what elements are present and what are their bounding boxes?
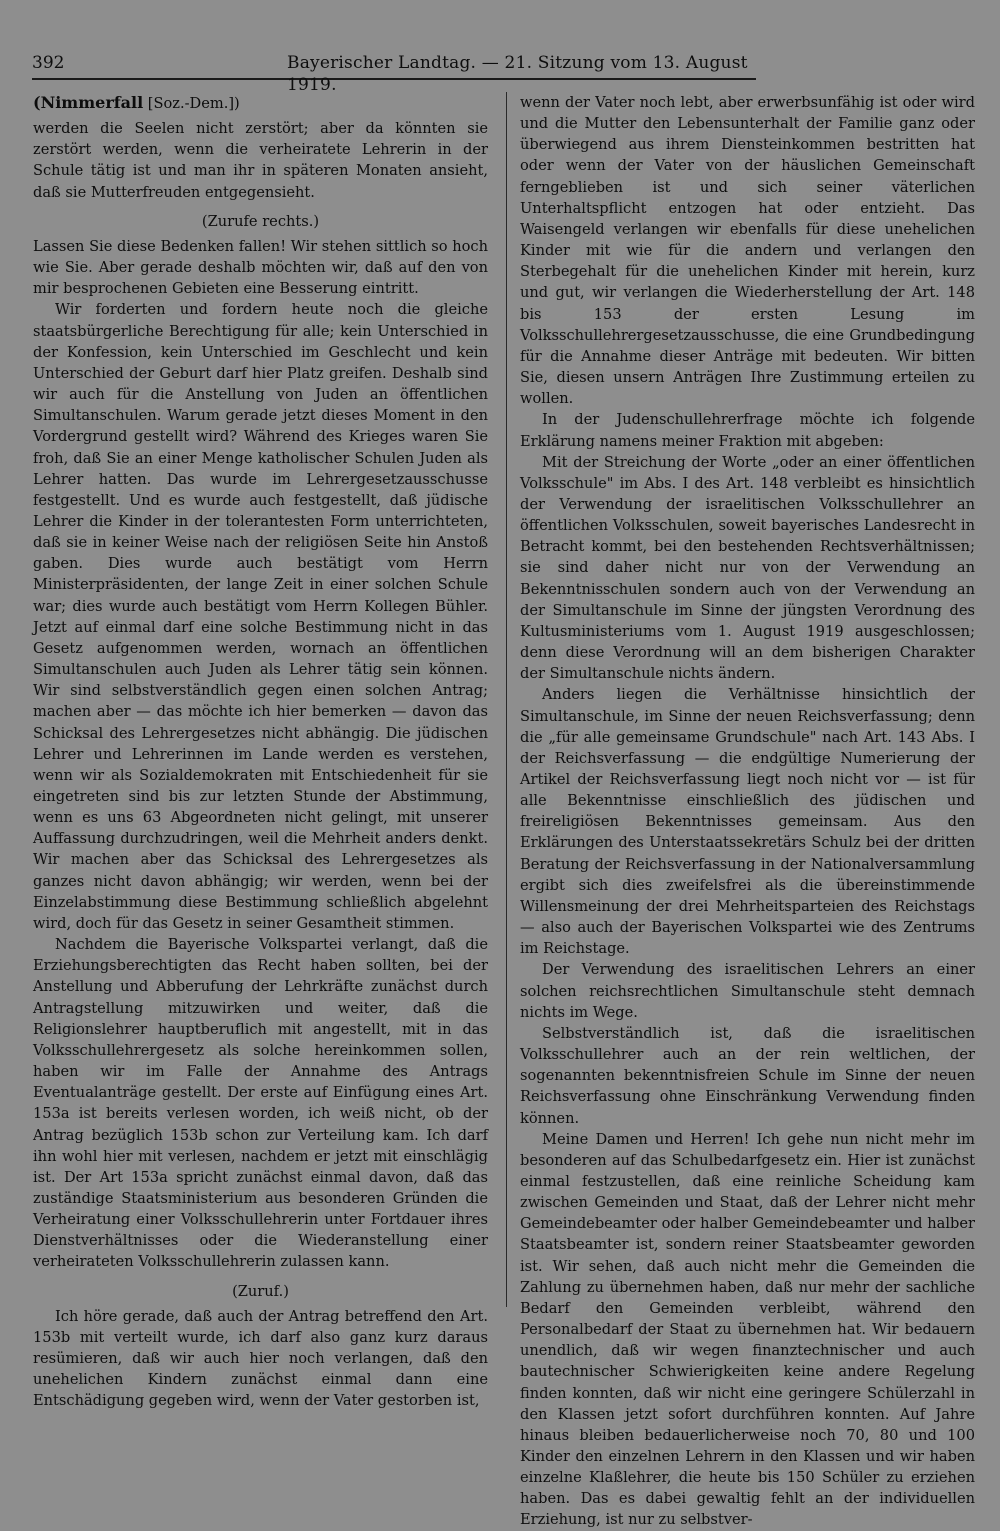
page-number: 392 — [32, 53, 65, 73]
paragraph: werden die Seelen nicht zerstört; aber da könnten sie zerstört werden, wenn die verheiratete Lehrerin in der Schule tätig ist und man ihr in späteren Monaten ansieht, daß sie Mutterfreuden entgegensieht. — [33, 120, 488, 201]
paragraph: Meine Damen und Herren! Ich gehe nun nicht mehr im besonderen auf das Schulbedarfgesetz ein. Hier ist zunächst einmal festzustellen, daß eine reinliche Scheidung kam zwischen Gemeinden und Staat, daß der Lehrer nicht mehr Gemeindebeamter oder halber Gemeindebeamter und halber Staatsbeamter ist, sondern reiner Staatsbeamter geworden ist. Wir sehen, daß auch nicht mehr die Gemeinden die Zahlung zu übernehmen haben, daß nur mehr der sachliche Bedarf den Gemeinden verbleibt, während den Personalbedarf der Staat zu übernehmen hat. Wir bedauern unendlich, daß wir wegen finanztechnischer und auch bautechnischer Schwierigkeiten keine andere Regelung finden konnten, daß wir nicht eine geringere Schülerzahl in den Klassen jetzt sofort durchführen konnten. Auf Jahre hinaus bleiben bedauerlicherweise noch 70, 80 und 100 Kinder den einzelnen Lehrern in den Klassen und wir haben einzelne Klaßlehrer, die heute bis 150 Schüler zu erziehen haben. Das es dabei gewaltig fehlt an der individuellen Erziehung, ist nur zu selbstver- — [520, 1130, 975, 1529]
paragraph: Wir forderten und fordern heute noch die gleiche staatsbürgerliche Berechtigung für alle; kein Unterschied in der Konfession, kein Unterschied im Geschlecht und kein Unterschied der Geburt darf hier Platz greifen. Deshalb sind wir auch für die Anstellung von Juden an öffentlichen Simultanschulen. Warum gerade jetzt dieses Moment in den Vordergrund gestellt wird? Während des Krieges waren Sie froh, daß Sie an einer Menge katholischer Schulen Juden als Lehrer hatten. Das wurde im Lehrergesetzausschusse festgestellt. Und es wurde auch festgestellt, daß jüdische Lehrer die Kinder in der tolerantesten Form unterrichteten, daß sie in keiner Weise nach der religiösen Seite hin Anstoß gaben. Dies wurde auch bestätigt vom Herrn Ministerpräsidenten, der lange Zeit in einer solchen Schule war; dies wurde auch bestätigt vom Herrn Kollegen Bühler. Jetzt auf einmal darf eine solche Bestimmung nicht in das Gesetz aufgenommen werden, wornach an öffentlichen Simultanschulen auch Juden als Lehrer tätig sein können. Wir sind selbstverständlich gegen einen solchen Antrag; machen aber — das möchte ich hier bemerken — davon das Schicksal des Lehrergesetzes nicht abhängig. Die jüdischen Lehrer und Lehrerinnen im Lande werden es verstehen, wenn wir als Sozialdemokraten mit Entschiedenheit für sie eingetreten sind bis zur letzten Stunde der Abstimmung, wenn es uns 63 Abgeordneten nicht gelingt, mit unserer Auffassung durchzudringen, weil die Mehrheit anders denkt. Wir machen aber das Schicksal des Lehrergesetzes als ganzes nicht davon abhängig; wir werden, wenn bei der Einzelabstimmung diese Bestimmung schließlich abgelehnt wird, doch für das Gesetz in seiner Gesamtheit stimmen. — [33, 301, 488, 932]
paragraph: Nachdem die Bayerische Volkspartei verlangt, daß die Erziehungsberechtigten das Recht haben sollten, bei der Anstellung und Abberufung der Lehrkräfte zunächst durch Antragstellung mitzuwirken und weiter, daß die Religionslehrer hauptberuflich mit angestellt, mit in das Volksschullehrergesetz als solche hereinkommen sollen, haben wir im Falle der Annahme des Antrags Eventualanträge gestellt. Der erste auf Einfügung eines Art. 153a ist bereits verlesen worden, ich weiß nicht, ob der Antrag bezüglich 153b schon zur Verteilung kam. Ich darf ihn wohl hier mit verlesen, nachdem er jetzt mit einschlägig ist. Der Art 153a spricht zunächst einmal davon, daß das zuständige Staatsministerium aus besonderen Gründen die Verheiratung einer Volksschullehrerin unter Fortdauer ihres Dienstverhältnisses oder die Wiederanstellung einer verheirateten Volksschullehrerin zulassen kann. — [33, 936, 488, 1271]
paragraph: wenn der Vater noch lebt, aber erwerbsunfähig ist oder wird und die Mutter den Lebensunterhalt der Familie ganz oder überwiegend aus ihrem Diensteinkommen bestritten hat oder wenn der Vater von der häuslichen Gemeinschaft ferngeblieben ist und sich seiner väterlichen Unterhaltspflicht entzogen hat oder entzieht. Das Waisengeld verlangen wir ebenfalls für diese unehelichen Kinder mit wie für die andern und verlangen den Sterbegehalt für die unehelichen Kinder mit herein, kurz und gut, wir verlangen die Wiederherstellung der Art. 148 bis 153 der ersten Lesung im Volksschullehrergesetzausschusse, die eine Grundbedingung für die Annahme dieser Anträge mit bedeuten. Wir bitten Sie, diesen unsern Anträgen Ihre Zustimmung erteilen zu wollen. — [520, 94, 975, 408]
paragraph: In der Judenschullehrerfrage möchte ich folgende Erklärung namens meiner Fraktion mit abgeben: — [520, 411, 975, 450]
paragraph: Mit der Streichung der Worte „oder an einer öffentlichen Volksschule" im Abs. I des Art. 148 verbleibt es hinsichtlich der Verwendung der israelitischen Volksschullehrer an öffentlichen Volksschulen, soweit bayerisches Landesrecht in Betracht kommt, bei den bestehenden Rechtsverhältnissen; sie sind daher nicht nur von der Verwendung an Bekenntnisschulen sondern auch von der Verwendung an der Simultanschule im Sinne der jüngsten Verordnung des Kultusministeriums vom 1. August 1919 ausgeschlossen; denn diese Verordnung will an dem bisherigen Charakter der Simultanschule nichts ändern. — [520, 453, 975, 683]
running-header — [32, 52, 756, 95]
right-column — [520, 92, 975, 1531]
paragraph: Lassen Sie diese Bedenken fallen! Wir stehen sittlich so hoch wie Sie. Aber gerade deshalb möchten wir, daß auf den von mir besprochenen Gebieten eine Besserung eintritt. — [33, 237, 488, 298]
paragraph: Anders liegen die Verhältnisse hinsichtlich der Simultanschule, im Sinne der neuen Reichsverfassung; denn die „für alle gemeinsame Grundschule" nach Art. 143 Abs. I der Reichsverfassung — die endgültige Numerierung der Artikel der Reichsverfassung liegt noch nicht vor — ist für alle Bekenntnisse einschließlich des jüdischen und freireligiösen Bekenntnisses gemeinsam. Aus den Erklärungen des Unterstaatssekretärs Schulz bei der dritten Beratung der Reichsverfassung in der Nationalversammlung ergibt sich dies zweifelsfrei als die übereinstimmende Willensmeinung der drei Mehrheitsparteien des Reichstags — also auch der Bayerischen Volkspartei wie des Zentrums im Reichstage. — [520, 686, 975, 958]
speaker-name: (Nimmerfall — [33, 93, 144, 112]
interjection: (Zuruf.) — [232, 1282, 289, 1300]
header-title: Bayerischer Landtag. — 21. Sitzung vom 13. August 1919. — [287, 53, 748, 95]
paragraph: Ich höre gerade, daß auch der Antrag betreffend den Art. 153b mit verteilt wurde, ich darf also ganz kurz daraus resümieren, daß wir auch hier noch verlangen, daß den unehelichen Kindern zunächst einmal dann eine Entschädigung gegeben wird, wenn der Vater gestorben ist, — [33, 1307, 488, 1410]
speaker-heading — [33, 92, 488, 114]
speaker-party: [Soz.-Dem.]) — [143, 95, 240, 112]
interjection: (Zurufe rechts.) — [201, 212, 320, 230]
paragraph: Der Verwendung des israelitischen Lehrers an einer solchen reichsrechtlichen Simultanschule steht demnach nichts im Wege. — [520, 961, 975, 1021]
left-column — [33, 92, 488, 1412]
paragraph: Selbstverständlich ist, daß die israelitischen Volksschullehrer auch an der rein weltlichen, der sogenannten bekenntnisfreien Schule im Sinne der neuen Reichsverfassung ohne Einschränkung Verwendung finden können. — [520, 1024, 975, 1127]
column-divider — [506, 92, 507, 1307]
